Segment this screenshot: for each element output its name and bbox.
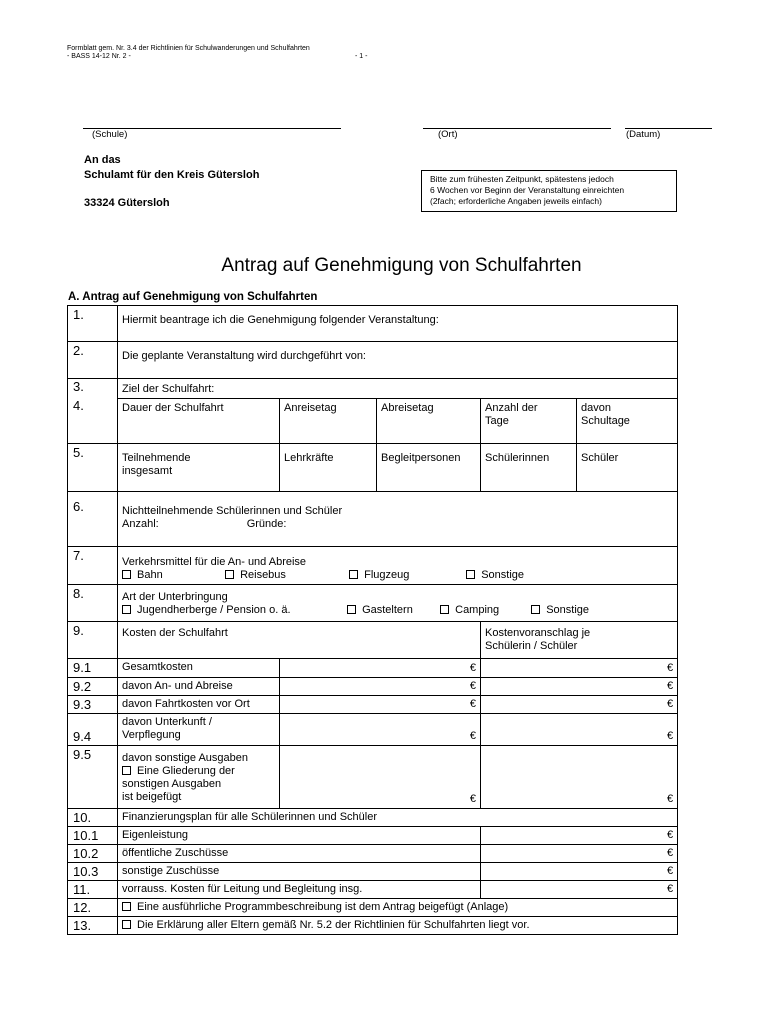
row-label [118,714,280,746]
row-number: 9. [68,622,118,659]
row-label: davon An- und Abreise [118,678,280,696]
row-number: 9.5 [68,746,118,809]
row-12 [68,899,678,917]
row-number: 7. [68,547,118,585]
reasons-label: Gründe: [246,518,287,530]
row-10-2 [68,845,678,863]
row-9-5 [68,746,678,809]
label: Gasteltern [362,604,413,616]
arrival-day[interactable]: Anreisetag [280,399,377,444]
notice-line-3: (2fach; erforderliche Angaben jeweils einfach) [430,196,602,206]
option-train[interactable] [122,569,222,582]
parents-declaration[interactable] [118,917,678,935]
row-10-1 [68,827,678,845]
label: Tage [485,415,509,427]
label: Sonstige [481,569,524,581]
option-other[interactable] [466,569,524,582]
row-8 [68,585,678,622]
row-label: Gesamtkosten [118,659,280,678]
label: Flugzeug [364,569,410,581]
row-number: 12. [68,899,118,917]
participants-total[interactable] [118,444,280,492]
address-line-1: An das [84,154,121,166]
notice-line-1: Bitte zum frühesten Zeitpunkt, spätestens jedoch [430,174,614,184]
row-number: 10.3 [68,863,118,881]
row-6 [68,492,678,547]
checkbox[interactable] [122,605,131,614]
label: Sonstige [546,604,589,616]
financing-heading: Finanzierungsplan für alle Schülerinnen und Schüler [118,809,678,827]
row-text[interactable]: Die geplante Veranstaltung wird durchgeführt von: [118,342,678,379]
row-10 [68,809,678,827]
row-number: 13. [68,917,118,935]
label: Camping [455,604,500,616]
school-label: (Schule) [92,129,128,140]
label: ist beigefügt [122,791,182,803]
teachers[interactable]: Lehrkräfte [280,444,377,492]
row-label: vorrauss. Kosten für Leitung und Begleitung insg. [118,881,481,899]
label: davon [581,402,611,414]
public-grants-field[interactable]: € [481,845,678,863]
row-1 [68,306,678,342]
date-label: (Datum) [626,129,661,140]
option-plane[interactable] [349,569,463,582]
row-number: 6. [68,492,118,547]
row-number: 3. [68,379,118,399]
row-3 [68,379,678,399]
own-contribution-field[interactable]: € [481,827,678,845]
label: Jugendherberge / Pension o. ä. [137,604,291,616]
row-number: 11. [68,881,118,899]
label: Schultage [581,415,630,427]
label: Art der Unterbringung [122,591,228,603]
count-label: Anzahl: [122,518,159,530]
checkbox[interactable] [225,570,234,579]
row-number: 9.1 [68,659,118,678]
row-number: 2. [68,342,118,379]
form-reference: Formblatt gem. Nr. 3.4 der Richtlinien für Schulwanderungen und Schulfahrten [67,45,310,52]
label: Anzahl der [485,402,538,414]
row-number: 1. [68,306,118,342]
row-text[interactable]: Ziel der Schulfahrt: [118,379,678,399]
option-coach[interactable] [225,569,346,582]
other-grants-field[interactable]: € [481,863,678,881]
label: Verpflegung [122,729,181,741]
application-form-table [67,305,678,935]
row-13 [68,917,678,935]
row-label [118,746,280,809]
travel-cost-per-student[interactable]: € [481,678,678,696]
checkbox[interactable] [122,570,131,579]
other-cost-per-student[interactable]: € [481,746,678,809]
accommodation [118,585,678,622]
row-label: davon Fahrtkosten vor Ort [118,696,280,714]
row-number: 10.1 [68,827,118,845]
option-other[interactable] [531,604,589,617]
row-2 [68,342,678,379]
page-number: - 1 - [355,53,368,60]
label: Eine ausführliche Programmbeschreibung ist dem Antrag beigefügt (Anlage) [137,901,509,913]
school-days[interactable] [577,399,678,444]
program-attached[interactable] [118,899,678,917]
label: Kostenvoranschlag je [485,627,591,639]
total-cost-field[interactable]: € [280,659,481,678]
row-9-4 [68,714,678,746]
row-9-2 [68,678,678,696]
label: Bahn [137,569,163,581]
label: davon sonstige Ausgaben [122,752,248,764]
transport [118,547,678,585]
label: Reisebus [240,569,286,581]
label: Verkehrsmittel für die An- und Abreise [122,556,307,568]
row-number: 9.3 [68,696,118,714]
estimate-per-student [481,622,678,659]
row-label: sonstige Zuschüsse [118,863,481,881]
label: Nichtteilnehmende Schülerinnen und Schüler [122,505,343,517]
row-number: 9.4 [68,714,118,746]
address-line-2: Schulamt für den Kreis Gütersloh [84,169,260,181]
option-host-parents[interactable] [347,604,437,617]
accommodation-cost-per-student[interactable]: € [481,714,678,746]
total-cost-per-student[interactable]: € [481,659,678,678]
checkbox[interactable] [122,902,131,911]
bass-reference: - BASS 14-12 Nr. 2 - [67,53,131,60]
male-students[interactable]: Schüler [577,444,678,492]
row-9-1 [68,659,678,678]
label: Die Erklärung aller Eltern gemäß Nr. 5.2 der Richtlinien für Schulfahrten liegt vor. [137,919,530,931]
place-label: (Ort) [438,129,458,140]
row-5 [68,444,678,492]
label: Eine Gliederung der [137,765,235,777]
non-participants[interactable] [118,492,678,547]
checkbox[interactable] [440,605,449,614]
local-transport-field[interactable]: € [280,696,481,714]
submission-notice [421,170,677,212]
row-9 [68,622,678,659]
row-label: Eigenleistung [118,827,481,845]
row-label: öffentliche Zuschüsse [118,845,481,863]
page-title: Antrag auf Genehmigung von Schulfahrten [221,255,582,276]
row-number: 5. [68,444,118,492]
checkbox[interactable] [347,605,356,614]
label: Teilnehmende [122,452,191,464]
checkbox[interactable] [122,766,131,775]
address-line-3: 33324 Gütersloh [84,197,170,209]
row-7 [68,547,678,585]
row-number: 10. [68,809,118,827]
notice-line-2: 6 Wochen vor Beginn der Veranstaltung einreichten [430,185,625,195]
checkbox[interactable] [122,920,131,929]
row-11 [68,881,678,899]
checkbox[interactable] [531,605,540,614]
other-cost-field[interactable]: € [280,746,481,809]
row-text[interactable]: Hiermit beantrage ich die Genehmigung folgender Veranstaltung: [118,306,678,342]
row-number: 10.2 [68,845,118,863]
duration-label: Dauer der Schulfahrt [118,399,280,444]
option-hostel[interactable] [122,604,344,617]
label: insgesamt [122,465,173,477]
costs-heading: Kosten der Schulfahrt [118,622,481,659]
row-4 [68,399,678,444]
female-students[interactable]: Schülerinnen [481,444,577,492]
row-9-3 [68,696,678,714]
companions[interactable]: Begleitpersonen [377,444,481,492]
section-a-heading: A. Antrag auf Genehmigung von Schulfahrten [68,291,318,303]
option-camping[interactable] [440,604,528,617]
label: Schülerin / Schüler [485,640,578,652]
accommodation-cost-field[interactable]: € [280,714,481,746]
local-transport-per-student[interactable]: € [481,696,678,714]
checkbox[interactable] [466,570,475,579]
number-of-days[interactable] [481,399,577,444]
row-10-3 [68,863,678,881]
row-number: 4. [68,399,118,444]
supervision-cost-field[interactable]: € [481,881,678,899]
row-number: 8. [68,585,118,622]
row-number: 9.2 [68,678,118,696]
checkbox[interactable] [349,570,358,579]
label: sonstigen Ausgaben [122,778,222,790]
travel-cost-field[interactable]: € [280,678,481,696]
departure-day[interactable]: Abreisetag [377,399,481,444]
label: davon Unterkunft / [122,716,212,728]
